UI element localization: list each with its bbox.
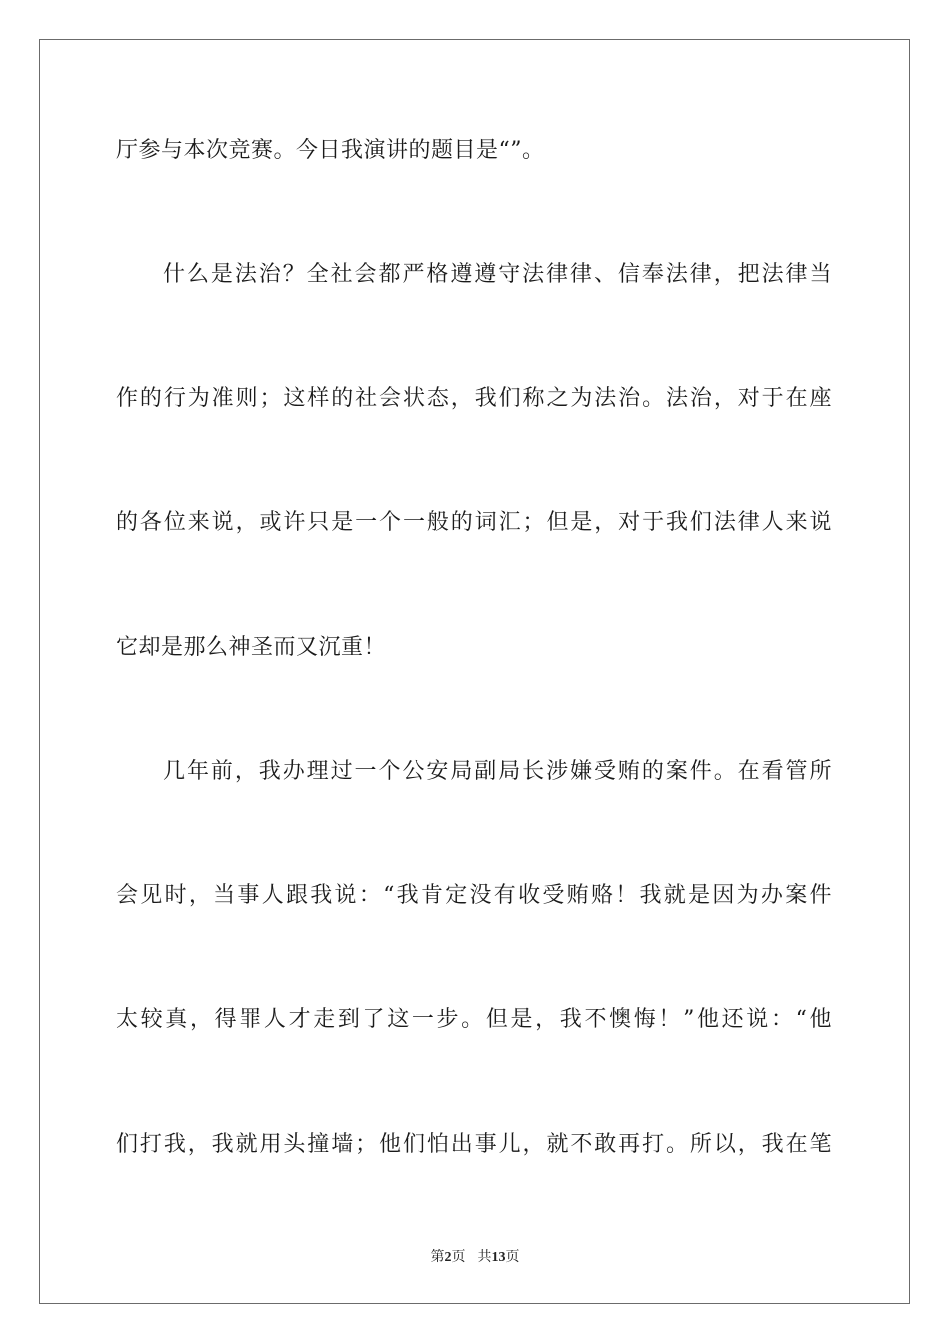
page-footer — [0, 1248, 950, 1267]
page-number: 2 — [444, 1250, 452, 1265]
text-line: 的各位来说，或许只是一个一般的词汇；但是，对于我们法律人来说 — [116, 510, 832, 535]
text-line: 太较真，得罪人才走到了这一步。但是，我不懊悔！”他还说：“他 — [116, 1007, 832, 1032]
text-line: 会见时，当事人跟我说：“我肯定没有收受贿赂！我就是因为办案件 — [116, 883, 832, 908]
text-line: 什么是法治？全社会都严格遵遵守法律律、信奉法律，把法律当 — [163, 262, 832, 287]
text-line: 几年前，我办理过一个公安局副局长涉嫌受贿的案件。在看管所 — [163, 759, 832, 784]
total-suffix: 页 — [505, 1249, 520, 1265]
total-pages: 13 — [491, 1250, 506, 1265]
page-prefix: 第 — [430, 1249, 445, 1265]
page-border — [39, 39, 910, 1304]
text-line: 作的行为准则；这样的社会状态，我们称之为法治。法治，对于在座 — [116, 386, 832, 411]
text-line: 它却是那么神圣而又沉重！ — [116, 635, 387, 660]
text-line: 厅参与本次竞赛。今日我演讲的题目是“”。 — [116, 138, 545, 163]
text-line: 们打我，我就用头撞墙；他们怕出事儿，就不敢再打。所以，我在笔 — [116, 1132, 832, 1157]
total-prefix: 共 — [477, 1249, 492, 1265]
page-suffix: 页 — [451, 1249, 466, 1265]
